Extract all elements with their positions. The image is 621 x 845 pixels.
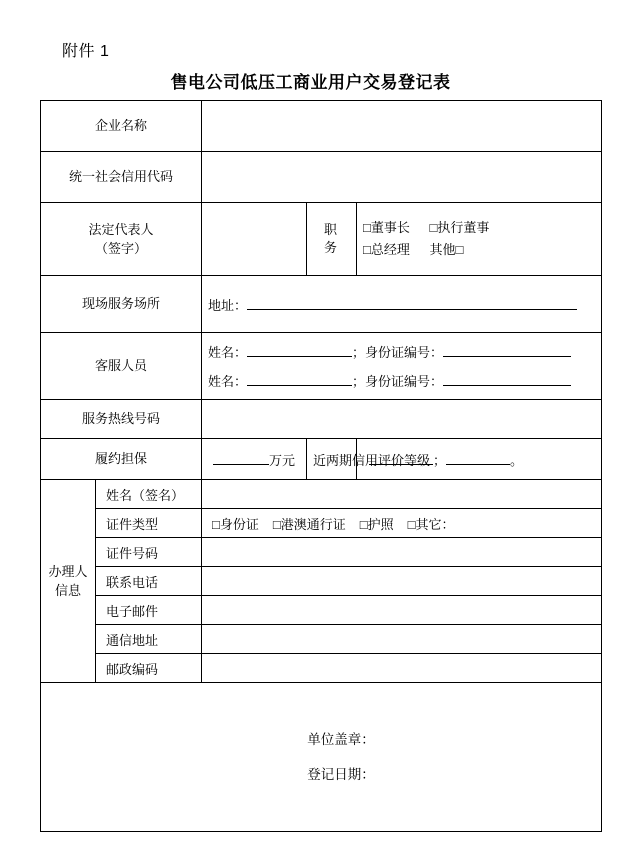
label-handler-line2: 信息 [54, 583, 81, 598]
label-legal-rep-line2: （签字） [95, 241, 148, 256]
table-row-footer [41, 683, 602, 832]
table-row-handler-id-type [41, 509, 602, 538]
value-handler-item-0[interactable] [202, 480, 602, 509]
table-row-company-name [41, 101, 602, 152]
label-legal-rep [41, 203, 202, 276]
value-legal-rep-signature[interactable] [202, 203, 307, 276]
label-service-site: 现场服务场所 [41, 276, 202, 333]
label-performance-guarantee: 履约担保 [41, 439, 202, 480]
position-checkbox-group [357, 203, 602, 276]
id-type-checkbox-group [202, 509, 602, 538]
staff-id-prefix-2: 身份证编号： [365, 374, 444, 389]
checkbox-passport[interactable]: □护照 [359, 516, 394, 532]
credit-rating-input-1[interactable] [369, 464, 433, 465]
value-handler-item-5[interactable] [202, 625, 602, 654]
table-row-credit-code [41, 152, 602, 203]
footer-content [47, 722, 595, 792]
table-row-handler-phone [41, 567, 602, 596]
guarantee-amount-input[interactable] [213, 464, 269, 465]
staff-name-input-1[interactable] [247, 356, 352, 357]
value-hotline[interactable] [202, 400, 602, 439]
position-options-row-2 [363, 239, 595, 261]
service-staff-row-2 [208, 366, 595, 395]
attachment-label: 附件 1 [62, 43, 110, 60]
staff-id-prefix-1: 身份证编号： [365, 345, 444, 360]
checkbox-hk-macao-permit[interactable]: □港澳通行证 [272, 516, 346, 532]
label-credit-rating: 近两期信用评价等级 [307, 439, 357, 480]
value-handler-item-6[interactable] [202, 654, 602, 683]
table-row-handler-address [41, 625, 602, 654]
checkbox-executive-director[interactable]: □执行董事 [429, 219, 490, 235]
label-position-char1: 职 [324, 222, 340, 238]
position-options-row-1 [363, 217, 595, 239]
checkbox-other-id[interactable]: □其它： [407, 516, 455, 532]
cell-guarantee-amount [202, 439, 307, 480]
table-row-handler-email [41, 596, 602, 625]
table-row-performance-guarantee [41, 439, 602, 480]
label-handler-item-6: 邮政编码 [96, 654, 202, 683]
staff-name-input-2[interactable] [247, 385, 352, 386]
label-company-name: 企业名称 [41, 101, 202, 152]
page-title: 售电公司低压工商业用户交易登记表 [170, 73, 451, 92]
staff-name-prefix-2: 姓名： [208, 374, 248, 389]
credit-rating-end: 。 [510, 452, 524, 468]
table-row-handler-postcode [41, 654, 602, 683]
credit-rating-input-2[interactable] [446, 464, 510, 465]
value-handler-item-3[interactable] [202, 567, 602, 596]
table-row-legal-rep [41, 203, 602, 276]
label-handler-item-3: 联系电话 [96, 567, 202, 596]
guarantee-amount-unit: 万元 [269, 452, 296, 468]
staff-id-input-2[interactable] [443, 385, 571, 386]
table-row-handler-name [41, 480, 602, 509]
table-row-handler-id-number [41, 538, 602, 567]
registration-form-table [40, 100, 602, 832]
label-handler-info [41, 480, 96, 683]
label-company-seal: 单位盖章： [307, 731, 375, 747]
label-handler-line1: 办理人 [48, 563, 88, 579]
checkbox-general-manager[interactable]: □总经理 [363, 242, 410, 257]
staff-name-prefix-1: 姓名： [208, 345, 248, 360]
table-row-service-staff [41, 333, 602, 400]
label-handler-item-0: 姓名（签名） [96, 480, 202, 509]
cell-footer-signature [41, 683, 602, 832]
service-staff-row-1 [208, 337, 595, 366]
label-handler-item-1: 证件类型 [96, 509, 202, 538]
staff-id-input-1[interactable] [443, 356, 571, 357]
checkbox-other-position[interactable]: 其他□ [429, 242, 464, 257]
address-prefix: 地址： [208, 297, 248, 313]
label-registration-date: 登记日期： [307, 767, 375, 782]
staff-sep-1: ； [352, 345, 366, 360]
cell-service-site-address [202, 276, 602, 333]
label-legal-rep-line1: 法定代表人 [88, 221, 154, 237]
address-input[interactable] [247, 309, 577, 310]
checkbox-id-card[interactable]: □身份证 [212, 516, 259, 532]
table-row-hotline [41, 400, 602, 439]
cell-service-staff [202, 333, 602, 400]
label-handler-item-5: 通信地址 [96, 625, 202, 654]
checkbox-chairman[interactable]: □董事长 [363, 219, 410, 235]
cell-credit-rating-values [357, 439, 602, 480]
label-service-staff: 客服人员 [41, 333, 202, 400]
label-handler-item-4: 电子邮件 [96, 596, 202, 625]
label-credit-code: 统一社会信用代码 [41, 152, 202, 203]
table-row-service-site [41, 276, 602, 333]
value-credit-code[interactable] [202, 152, 602, 203]
value-handler-item-4[interactable] [202, 596, 602, 625]
label-position [307, 203, 357, 276]
value-company-name[interactable] [202, 101, 602, 152]
staff-sep-2: ； [352, 374, 366, 389]
label-hotline: 服务热线号码 [41, 400, 202, 439]
label-position-char2: 务 [324, 240, 340, 255]
credit-rating-separator: ； [433, 452, 447, 468]
value-handler-item-2[interactable] [202, 538, 602, 567]
label-handler-item-2: 证件号码 [96, 538, 202, 567]
